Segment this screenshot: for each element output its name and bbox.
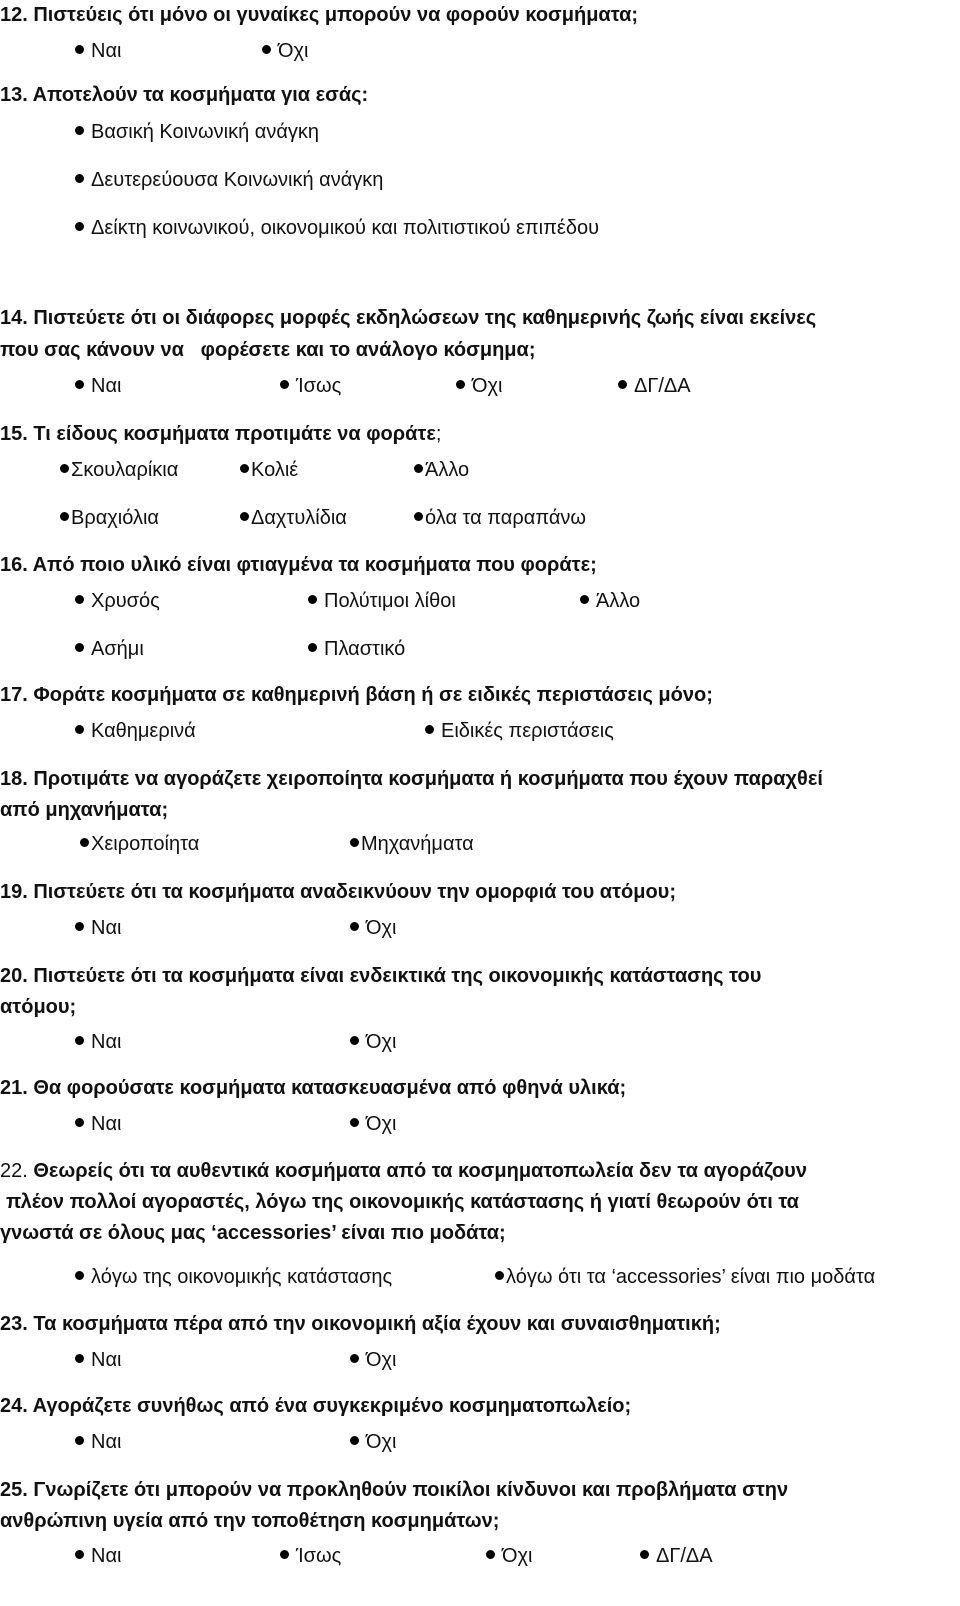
bullet-icon	[618, 380, 627, 389]
option-q14-yes[interactable]: Ναι	[75, 373, 121, 399]
bullet-icon	[60, 512, 69, 521]
question-22-line3: γνωστά σε όλους μας ‘accessories’ είναι πιο μοδάτα;	[0, 1222, 506, 1244]
option-q20-yes[interactable]: Ναι	[75, 1029, 121, 1055]
bullet-icon	[240, 464, 249, 473]
question-18-line1: 18. Προτιμάτε να αγοράζετε χειροποίητα κοσμήματα ή κοσμήματα που έχουν παραχθεί	[0, 768, 823, 790]
option-q19-yes[interactable]: Ναι	[75, 915, 121, 941]
bullet-icon	[350, 1118, 359, 1127]
bullet-icon	[75, 725, 84, 734]
option-q17-daily[interactable]: Καθημερινά	[75, 718, 196, 744]
bullet-icon	[640, 1550, 649, 1559]
bullet-icon	[280, 1550, 289, 1559]
option-q12-no[interactable]: Όχι	[262, 38, 308, 64]
option-q13-indicator[interactable]: Δείκτη κοινωνικού, οικονομικού και πολιτιστικού επιπέδου	[75, 215, 599, 241]
question-23: 23. Τα κοσμήματα πέρα από την οικονομική αξία έχουν και συναισθηματική;	[0, 1313, 721, 1335]
question-12: 12. Πιστεύεις ότι μόνο οι γυναίκες μπορούν να φορούν κοσμήματα;	[0, 4, 639, 26]
question-14-line1: 14. Πιστεύετε ότι οι διάφορες μορφές εκδηλώσεων της καθημερινής ζωής είναι εκείνες	[0, 307, 817, 329]
bullet-icon	[414, 512, 423, 521]
option-q15-necklace[interactable]: Κολιέ	[240, 457, 298, 483]
option-q16-plastic[interactable]: Πλαστικό	[308, 636, 405, 662]
bullet-icon	[350, 1036, 359, 1045]
bullet-icon	[60, 464, 69, 473]
option-q25-dk[interactable]: ΔΓ/ΔΑ	[640, 1543, 713, 1569]
bullet-icon	[350, 838, 359, 847]
bullet-icon	[425, 725, 434, 734]
option-q14-no[interactable]: Όχι	[456, 373, 502, 399]
option-q13-secondary[interactable]: Δευτερεύουσα Κοινωνική ανάγκη	[75, 167, 383, 193]
option-q25-maybe[interactable]: Ίσως	[280, 1543, 341, 1569]
question-15: 15. Τι είδους κοσμήματα προτιμάτε να φοράτε;	[0, 423, 442, 445]
question-22-line2: πλέον πολλοί αγοραστές, λόγω της οικονομικής κατάστασης ή γιατί θεωρούν ότι τα	[6, 1191, 799, 1213]
option-q15-all[interactable]: όλα τα παραπάνω	[414, 505, 586, 531]
bullet-icon	[350, 1436, 359, 1445]
option-q12-yes[interactable]: Ναι	[75, 38, 121, 64]
bullet-icon	[240, 512, 249, 521]
option-q16-gems[interactable]: Πολύτιμοι λίθοι	[308, 588, 456, 614]
option-q13-basic[interactable]: Βασική Κοινωνική ανάγκη	[75, 119, 319, 145]
question-24: 24. Αγοράζετε συνήθως από ένα συγκεκριμένο κοσμηματοπωλείο;	[0, 1395, 632, 1417]
option-q15-earrings[interactable]: Σκουλαρίκια	[60, 457, 178, 483]
bullet-icon	[75, 1354, 84, 1363]
question-20-line1: 20. Πιστεύετε ότι τα κοσμήματα είναι ενδεικτικά της οικονομικής κατάστασης του	[0, 965, 762, 987]
bullet-icon	[456, 380, 465, 389]
bullet-icon	[75, 126, 84, 135]
bullet-icon	[75, 1550, 84, 1559]
option-q14-maybe[interactable]: Ίσως	[280, 373, 341, 399]
question-13: 13. Αποτελούν τα κοσμήματα για εσάς:	[0, 84, 369, 106]
option-q24-no[interactable]: Όχι	[350, 1429, 396, 1455]
option-q21-yes[interactable]: Ναι	[75, 1111, 121, 1137]
bullet-icon	[414, 464, 423, 473]
question-19: 19. Πιστεύετε ότι τα κοσμήματα αναδεικνύουν την ομορφιά του ατόμου;	[0, 881, 676, 903]
option-q19-no[interactable]: Όχι	[350, 915, 396, 941]
question-20-line2: ατόμου;	[0, 996, 77, 1018]
bullet-icon	[75, 1271, 84, 1280]
option-q23-yes[interactable]: Ναι	[75, 1347, 121, 1373]
option-q21-no[interactable]: Όχι	[350, 1111, 396, 1137]
bullet-icon	[308, 595, 317, 604]
option-q14-dk[interactable]: ΔΓ/ΔΑ	[618, 373, 691, 399]
option-q25-no[interactable]: Όχι	[486, 1543, 532, 1569]
bullet-icon	[75, 174, 84, 183]
option-q22-economic[interactable]: λόγω της οικονομικής κατάστασης	[75, 1264, 392, 1290]
bullet-icon	[75, 595, 84, 604]
bullet-icon	[75, 1036, 84, 1045]
option-q20-no[interactable]: Όχι	[350, 1029, 396, 1055]
question-14-line2: που σας κάνουν να φορέσετε και το ανάλογο κόσμημα;	[0, 339, 536, 361]
option-q16-gold[interactable]: Χρυσός	[75, 588, 160, 614]
bullet-icon	[80, 838, 89, 847]
bullet-icon	[350, 1354, 359, 1363]
question-25-line1: 25. Γνωρίζετε ότι μπορούν να προκληθούν ποικίλοι κίνδυνοι και προβλήματα στην	[0, 1479, 789, 1501]
bullet-icon	[75, 45, 84, 54]
bullet-icon	[75, 380, 84, 389]
option-q24-yes[interactable]: Ναι	[75, 1429, 121, 1455]
option-q15-rings[interactable]: Δαχτυλίδια	[240, 505, 347, 531]
bullet-icon	[75, 922, 84, 931]
option-q16-other[interactable]: Άλλο	[580, 588, 640, 614]
bullet-icon	[308, 643, 317, 652]
bullet-icon	[486, 1550, 495, 1559]
question-16: 16. Από ποιο υλικό είναι φτιαγμένα τα κοσμήματα που φοράτε;	[0, 554, 597, 576]
bullet-icon	[580, 595, 589, 604]
bullet-icon	[75, 643, 84, 652]
bullet-icon	[75, 1118, 84, 1127]
question-22-line1: 22. Θεωρείς ότι τα αυθεντικά κοσμήματα από τα κοσμηματοπωλεία δεν τα αγοράζουν	[0, 1160, 807, 1182]
bullet-icon	[75, 1436, 84, 1445]
option-q25-yes[interactable]: Ναι	[75, 1543, 121, 1569]
option-q17-special[interactable]: Ειδικές περιστάσεις	[425, 718, 614, 744]
option-q15-bracelets[interactable]: Βραχιόλια	[60, 505, 159, 531]
option-q16-silver[interactable]: Ασήμι	[75, 636, 144, 662]
question-17: 17. Φοράτε κοσμήματα σε καθημερινή βάση ή σε ειδικές περιστάσεις μόνο;	[0, 684, 713, 706]
question-25-line2: ανθρώπινη υγεία από την τοποθέτηση κοσμημάτων;	[0, 1510, 500, 1532]
bullet-icon	[280, 380, 289, 389]
bullet-icon	[262, 45, 271, 54]
bullet-icon	[495, 1271, 504, 1280]
question-21: 21. Θα φορούσατε κοσμήματα κατασκευασμένα από φθηνά υλικά;	[0, 1077, 627, 1099]
bullet-icon	[350, 922, 359, 931]
option-q18-machine[interactable]: Μηχανήματα	[350, 831, 474, 857]
bullet-icon	[75, 222, 84, 231]
option-q15-other[interactable]: Άλλο	[414, 457, 469, 483]
option-q23-no[interactable]: Όχι	[350, 1347, 396, 1373]
option-q18-handmade[interactable]: Χειροποίητα	[80, 831, 199, 857]
option-q22-accessories[interactable]: λόγω ότι τα ‘accessories’ είναι πιο μοδάτα	[495, 1264, 875, 1290]
question-18-line2: από μηχανήματα;	[0, 799, 169, 821]
